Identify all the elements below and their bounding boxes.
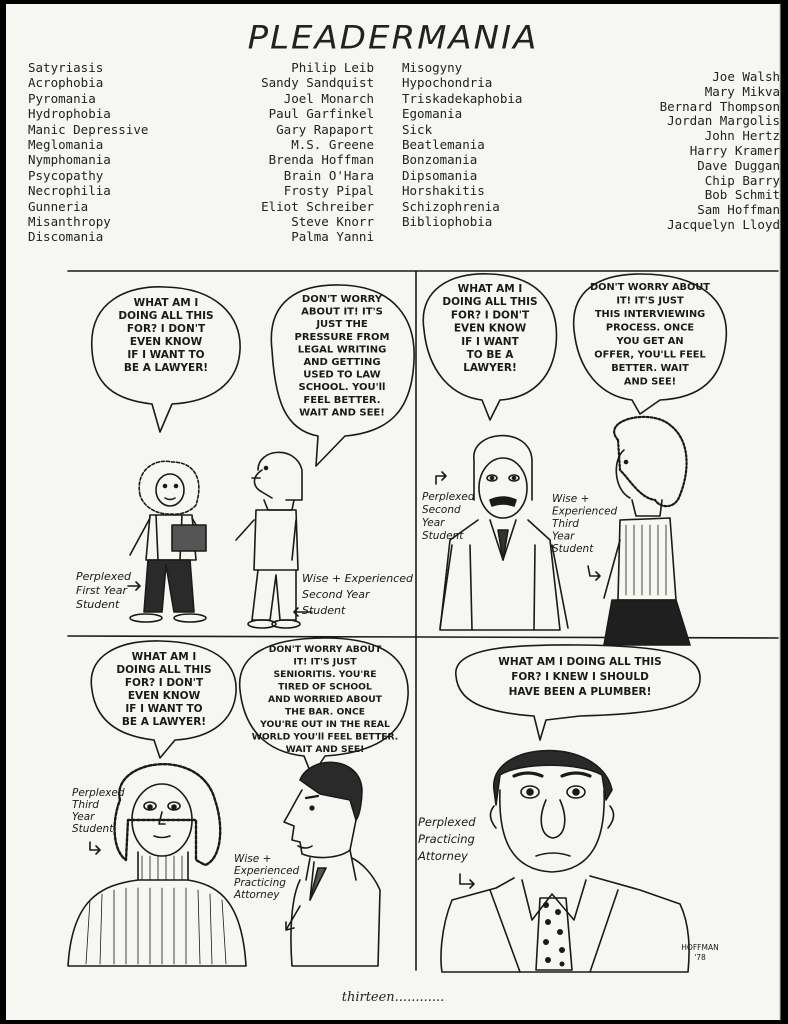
list-item: Manic Depressive bbox=[28, 121, 149, 137]
bubble-text-2a bbox=[442, 283, 537, 374]
text-line: YOU GET AN bbox=[616, 336, 684, 347]
label-2-right bbox=[552, 493, 618, 555]
text-line: WHAT AM I DOING ALL THIS bbox=[498, 656, 662, 668]
bubble-text-3a bbox=[116, 651, 211, 728]
list-item: Bernard Thompson bbox=[659, 98, 780, 114]
text-line: AND WORRIED ABOUT bbox=[268, 694, 382, 705]
list-item: Joe Walsh bbox=[712, 69, 780, 84]
list-item: Psycopathy bbox=[28, 167, 104, 183]
third-year-student-woman bbox=[604, 417, 690, 645]
list-item: Egomania bbox=[402, 106, 463, 122]
text-line: HAVE BEEN A PLUMBER! bbox=[508, 686, 652, 698]
list-item: Dipsomania bbox=[402, 167, 478, 183]
text-line: DOING ALL THIS bbox=[442, 296, 538, 309]
list-item: Bob Schmit bbox=[704, 187, 780, 203]
text-line: Practicing bbox=[234, 877, 286, 889]
list-item: Palma Yanni bbox=[291, 229, 374, 245]
list-item: Sam Hoffman bbox=[697, 202, 780, 218]
text-line: Experienced bbox=[552, 505, 618, 518]
bubble-text-3b bbox=[252, 644, 399, 755]
page-number: thirteen............ bbox=[341, 990, 445, 1005]
text-line: First Year bbox=[76, 584, 127, 597]
page-title: PLEADERMANIA bbox=[247, 19, 539, 57]
text-line: EVEN KNOW bbox=[453, 322, 527, 335]
list-item: Gary Rapaport bbox=[276, 121, 374, 137]
list-item: Triskadekaphobia bbox=[402, 90, 523, 106]
list-item: Dave Duggan bbox=[697, 157, 780, 173]
text-line: AND GETTING bbox=[303, 357, 381, 368]
text-line: DOING ALL THIS bbox=[116, 664, 212, 676]
artist-signature bbox=[681, 943, 718, 962]
label-2-left bbox=[422, 491, 475, 542]
text-line: BE A LAWYER! bbox=[121, 716, 207, 728]
text-line: HOFFMAN bbox=[681, 943, 719, 952]
text-line: Student bbox=[422, 530, 464, 542]
list-item: Misogyny bbox=[402, 60, 463, 75]
text-line: TIRED OF SCHOOL bbox=[278, 681, 372, 693]
text-line: EVEN KNOW bbox=[127, 690, 201, 702]
list-item: Nymphomania bbox=[28, 152, 111, 168]
list-item: Schizophrenia bbox=[402, 198, 500, 214]
bubble-text-1b bbox=[295, 294, 390, 418]
second-year-student bbox=[236, 452, 302, 628]
text-line: ABOUT IT! IT'S bbox=[301, 306, 383, 318]
panel-1 bbox=[76, 285, 414, 628]
text-line: TO BE A bbox=[466, 349, 514, 361]
text-line: Year bbox=[552, 530, 575, 543]
text-line: Year bbox=[422, 517, 445, 529]
text-line: IF I WANT TO bbox=[125, 703, 203, 715]
list-item: Paul Garfinkel bbox=[268, 106, 374, 122]
label-1-left bbox=[76, 570, 132, 611]
list-item: Jacquelyn Lloyd bbox=[667, 216, 780, 232]
text-line: BE A LAWYER! bbox=[123, 362, 209, 374]
text-line: WHAT AM I bbox=[457, 283, 523, 295]
text-line: IT! IT'S JUST bbox=[616, 295, 684, 307]
text-line: FOR? I DON'T bbox=[450, 309, 530, 322]
list-item: Frosty Pipal bbox=[283, 183, 374, 199]
list-item: Eliot Schreiber bbox=[261, 198, 374, 214]
label-4 bbox=[417, 815, 476, 863]
text-line: FOR? I KNEW I SHOULD bbox=[511, 671, 649, 683]
list-item: Brenda Hoffman bbox=[268, 152, 374, 168]
practicing-attorney-front bbox=[441, 751, 689, 972]
text-line: Wise + bbox=[234, 853, 272, 865]
bubble-text-2b bbox=[590, 282, 710, 388]
text-line: Perplexed bbox=[76, 570, 131, 583]
text-line: OFFER, YOU'LL FEEL bbox=[594, 349, 706, 361]
text-line: IT! IT'S JUST bbox=[293, 656, 357, 668]
list-item: Sick bbox=[402, 121, 433, 137]
text-line: USED TO LAW bbox=[303, 369, 381, 381]
list-item: Gunneria bbox=[28, 198, 89, 214]
text-line: DON'T WORRY ABOUT bbox=[268, 644, 382, 655]
list-item: Necrophilia bbox=[28, 183, 111, 199]
text-line: FEEL BETTER. bbox=[303, 394, 381, 406]
label-3-right bbox=[233, 853, 300, 901]
text-line: Attorney bbox=[234, 889, 280, 901]
text-line: EVEN KNOW bbox=[129, 336, 203, 348]
list-item: Meglomania bbox=[28, 137, 104, 153]
text-line: WHAT AM I bbox=[133, 297, 199, 309]
text-line: DON'T WORRY ABOUT bbox=[590, 282, 710, 293]
list-item: Bonzomania bbox=[402, 152, 478, 168]
text-line: PROCESS. ONCE bbox=[605, 322, 695, 334]
text-line: Second Year bbox=[302, 588, 370, 601]
text-line: AND SEE! bbox=[623, 376, 677, 388]
list-item: Mary Mikva bbox=[704, 83, 780, 99]
list-item: Steve Knorr bbox=[291, 214, 374, 230]
text-line: Wise + Experienced bbox=[302, 572, 413, 585]
list-item: Pyromania bbox=[28, 90, 96, 106]
list-item: Discomania bbox=[28, 229, 104, 245]
text-line: '78 bbox=[694, 953, 706, 962]
text-line: Perplexed bbox=[72, 787, 125, 799]
list-item: Chip Barry bbox=[704, 172, 780, 188]
list-item: Satyriasis bbox=[28, 60, 104, 75]
text-line: THE BAR. ONCE bbox=[285, 706, 365, 718]
text-line: Perplexed bbox=[422, 491, 475, 503]
text-line: Student bbox=[72, 823, 114, 835]
panel-3 bbox=[68, 638, 408, 966]
list-item: Bibliophobia bbox=[402, 214, 493, 230]
text-line: LAWYER! bbox=[463, 362, 517, 375]
list-item: Hydrophobia bbox=[28, 106, 111, 122]
text-line: Student bbox=[302, 604, 346, 617]
list-item: Acrophobia bbox=[28, 75, 104, 91]
panel-2 bbox=[422, 274, 726, 645]
list-item: Horshakitis bbox=[402, 183, 485, 199]
text-line: IF I WANT TO bbox=[127, 349, 205, 361]
text-line: WHAT AM I bbox=[131, 651, 197, 663]
list-item: Jordan Margolis bbox=[667, 113, 780, 129]
text-line: Practicing bbox=[418, 832, 475, 846]
text-line: JUST THE bbox=[316, 319, 368, 331]
list-item: Brain O'Hara bbox=[283, 167, 374, 183]
text-line: Student bbox=[76, 598, 120, 611]
text-line: YOU'RE OUT IN THE REAL bbox=[260, 719, 390, 730]
bubble-text-1a bbox=[118, 297, 213, 374]
panel-4 bbox=[417, 645, 719, 972]
bubble-text-4 bbox=[498, 656, 661, 698]
list-item: Sandy Sandquist bbox=[261, 75, 374, 91]
text-line: THIS INTERVIEWING bbox=[594, 309, 706, 320]
text-line: FOR? I DON'T bbox=[124, 677, 204, 689]
text-line: DON'T WORRY bbox=[301, 294, 383, 305]
text-line: IF I WANT bbox=[461, 335, 519, 348]
text-line: Experienced bbox=[234, 865, 300, 877]
text-line: WORLD YOU'll FEEL BETTER. bbox=[251, 731, 399, 743]
text-line: Year bbox=[72, 811, 95, 823]
text-line: WAIT AND SEE! bbox=[285, 744, 365, 755]
list-item: Beatlemania bbox=[402, 137, 485, 153]
list-item: Joel Monarch bbox=[283, 90, 374, 106]
text-line: DOING ALL THIS bbox=[118, 310, 214, 322]
text-line: PRESSURE FROM bbox=[294, 331, 390, 343]
text-line: Attorney bbox=[418, 849, 468, 863]
list-item: John Hertz bbox=[704, 128, 780, 144]
text-line: Third bbox=[72, 799, 99, 811]
list-item: M.S. Greene bbox=[291, 137, 374, 153]
text-line: WAIT AND SEE! bbox=[299, 407, 385, 419]
text-line: Perplexed bbox=[418, 815, 476, 829]
list-item: Hypochondria bbox=[402, 75, 493, 91]
label-1-right bbox=[302, 572, 414, 617]
list-item: Misanthropy bbox=[28, 214, 111, 230]
text-line: Second bbox=[422, 504, 461, 516]
text-line: BETTER. WAIT bbox=[611, 363, 689, 374]
first-year-student bbox=[130, 461, 206, 622]
list-item: Philip Leib bbox=[291, 60, 374, 75]
text-line: FOR? I DON'T bbox=[126, 323, 206, 335]
text-line: Third bbox=[552, 518, 579, 530]
text-line: LEGAL WRITING bbox=[297, 344, 387, 356]
text-line: SCHOOL. YOU'll bbox=[298, 382, 386, 394]
list-item: Harry Kramer bbox=[689, 142, 780, 158]
text-line: SENIORITIS. YOU'RE bbox=[273, 669, 377, 680]
text-line: Student bbox=[552, 543, 594, 555]
text-line: Wise + bbox=[552, 493, 590, 505]
